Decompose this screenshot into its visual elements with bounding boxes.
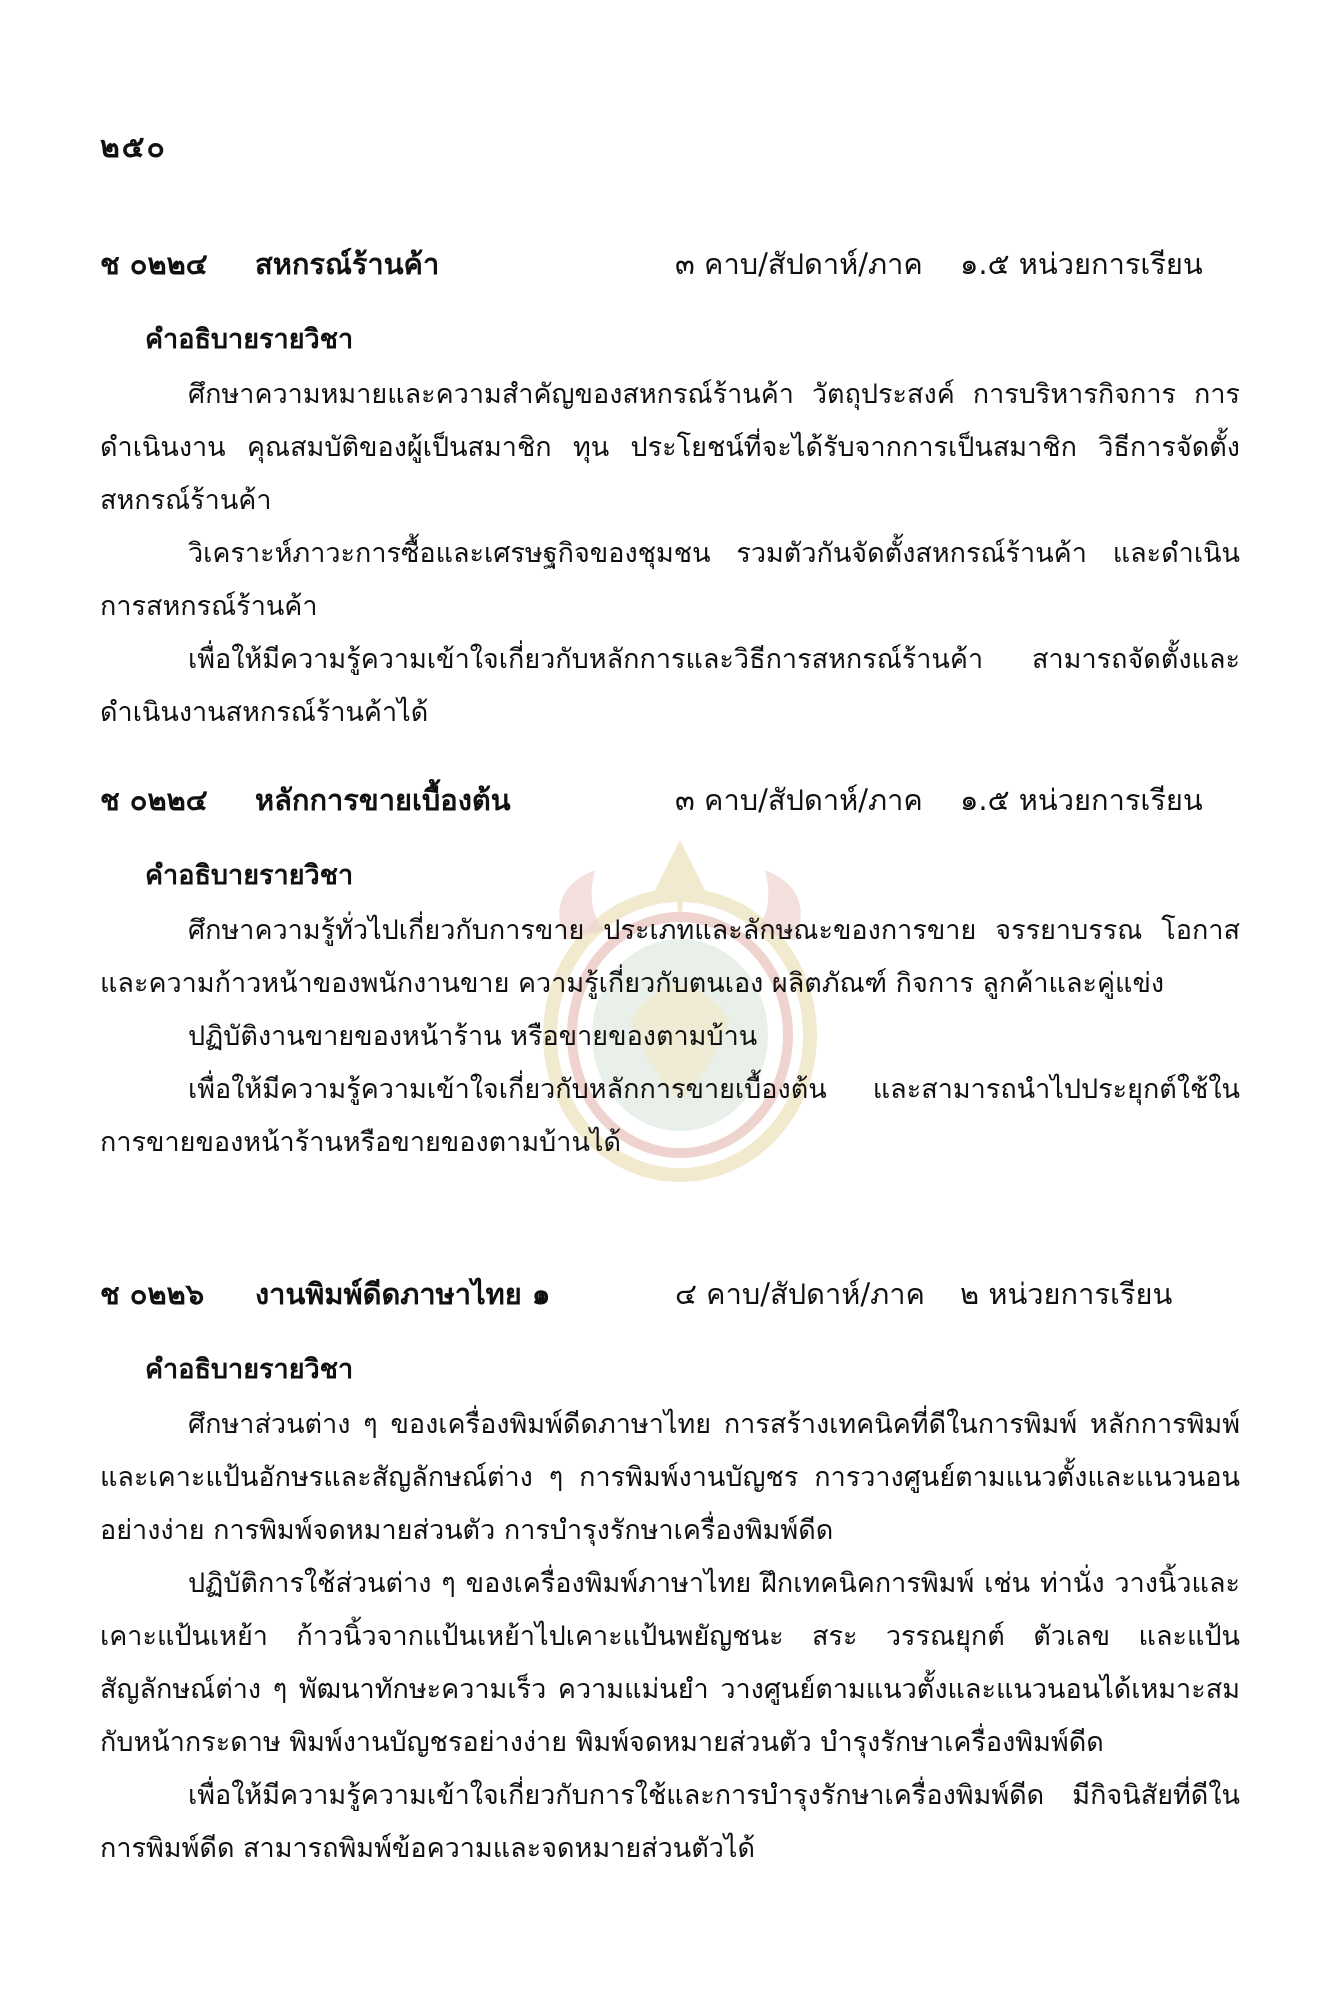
course-header (100, 778, 1240, 822)
description-paragraph: ศึกษาส่วนต่าง ๆ ของเครื่องพิมพ์ดีดภาษาไทย การสร้างเทคนิคที่ดีในการพิมพ์ หลักการพิมพ์ และเคาะแป้นอักษรและสัญลักษณ์ต่าง ๆ การพิมพ์งานบัญชร การวางศูนย์ตามแนวตั้งและแนวนอนอย่างง่าย การพิมพ์จดหมายส่วนตัว การบำรุงรักษาเครื่องพิมพ์ดีด (100, 1409, 1240, 1546)
description-paragraph: ปฏิบัติการใช้ส่วนต่าง ๆ ของเครื่องพิมพ์ภาษาไทย ฝึกเทคนิคการพิมพ์ เช่น ท่านั่ง วางนิ้วและเคาะแป้นเหย้า ก้าวนิ้วจากแป้นเหย้าไปเคาะแป้นพยัญชนะ สระ วรรณยุกต์ ตัวเลข และแป้นสัญลักษณ์ต่าง ๆ พัฒนาทักษะความเร็ว ความแม่นยำ วางศูนย์ตามแนวตั้งและแนวนอนได้เหมาะสมกับหน้ากระดาษ พิมพ์งานบัญชรอย่างง่าย พิมพ์จดหมายส่วนตัว บำรุงรักษาเครื่องพิมพ์ดีด (100, 1568, 1240, 1758)
page-number: ๒๕๐ (100, 130, 167, 165)
course-title: หลักการขายเบื้องต้น (255, 783, 511, 817)
course-credits: ๒ หน่วยการเรียน (960, 1277, 1173, 1311)
course-hours: ๔ คาบ/สัปดาห์/ภาค (675, 1277, 925, 1311)
description-paragraph: วิเคราะห์ภาวะการซื้อและเศรษฐกิจของชุมชน รวมตัวกันจัดตั้งสหกรณ์ร้านค้า และดำเนินการสหกรณ์ร้านค้า (100, 538, 1240, 622)
description-heading: คำอธิบายรายวิชา (145, 324, 354, 355)
description-paragraph: ศึกษาความหมายและความสำคัญของสหกรณ์ร้านค้า วัตถุประสงค์ การบริหารกิจการ การดำเนินงาน คุณสมบัติของผู้เป็นสมาชิก ทุน ประโยชน์ที่จะได้รับจากการเป็นสมาชิก วิธีการจัดตั้งสหกรณ์ร้านค้า (100, 379, 1240, 516)
course-credits: ๑.๕ หน่วยการเรียน (960, 247, 1203, 281)
course-hours: ๓ คาบ/สัปดาห์/ภาค (675, 247, 923, 281)
course-section (100, 242, 1240, 739)
course-section (100, 778, 1240, 1169)
description-paragraph: ปฏิบัติงานขายของหน้าร้าน หรือขายของตามบ้าน (188, 1021, 758, 1052)
course-code: ช ๐๒๒๔ (100, 783, 208, 817)
description-paragraph: เพื่อให้มีความรู้ความเข้าใจเกี่ยวกับหลักการและวิธีการสหกรณ์ร้านค้า สามารถจัดตั้งและดำเนินงานสหกรณ์ร้านค้าได้ (100, 644, 1240, 728)
course-hours: ๓ คาบ/สัปดาห์/ภาค (675, 783, 923, 817)
description-heading: คำอธิบายรายวิชา (145, 1354, 354, 1385)
course-code: ช ๐๒๒๔ (100, 247, 208, 281)
description-paragraph: เพื่อให้มีความรู้ความเข้าใจเกี่ยวกับการใช้และการบำรุงรักษาเครื่องพิมพ์ดีด มีกิจนิสัยที่ดีในการพิมพ์ดีด สามารถพิมพ์ข้อความและจดหมายส่วนตัวได้ (100, 1780, 1240, 1864)
course-header (100, 1272, 1240, 1316)
course-title: สหกรณ์ร้านค้า (255, 247, 440, 281)
description-paragraph: เพื่อให้มีความรู้ความเข้าใจเกี่ยวกับหลักการขายเบื้องต้น และสามารถนำไปประยุกต์ใช้ในการขายของหน้าร้านหรือขายของตามบ้านได้ (100, 1074, 1240, 1158)
course-section (100, 1272, 1240, 1875)
description-heading: คำอธิบายรายวิชา (145, 860, 354, 891)
course-code: ช ๐๒๒๖ (100, 1277, 205, 1311)
course-credits: ๑.๕ หน่วยการเรียน (960, 783, 1203, 817)
course-title: งานพิมพ์ดีดภาษาไทย ๑ (255, 1277, 551, 1311)
course-header (100, 242, 1240, 286)
description-paragraph: ศึกษาความรู้ทั่วไปเกี่ยวกับการขาย ประเภทและลักษณะของการขาย จรรยาบรรณ โอกาสและความก้าวหน้าของพนักงานขาย ความรู้เกี่ยวกับตนเอง ผลิตภัณฑ์ กิจการ ลูกค้าและคู่แข่ง (100, 915, 1240, 999)
